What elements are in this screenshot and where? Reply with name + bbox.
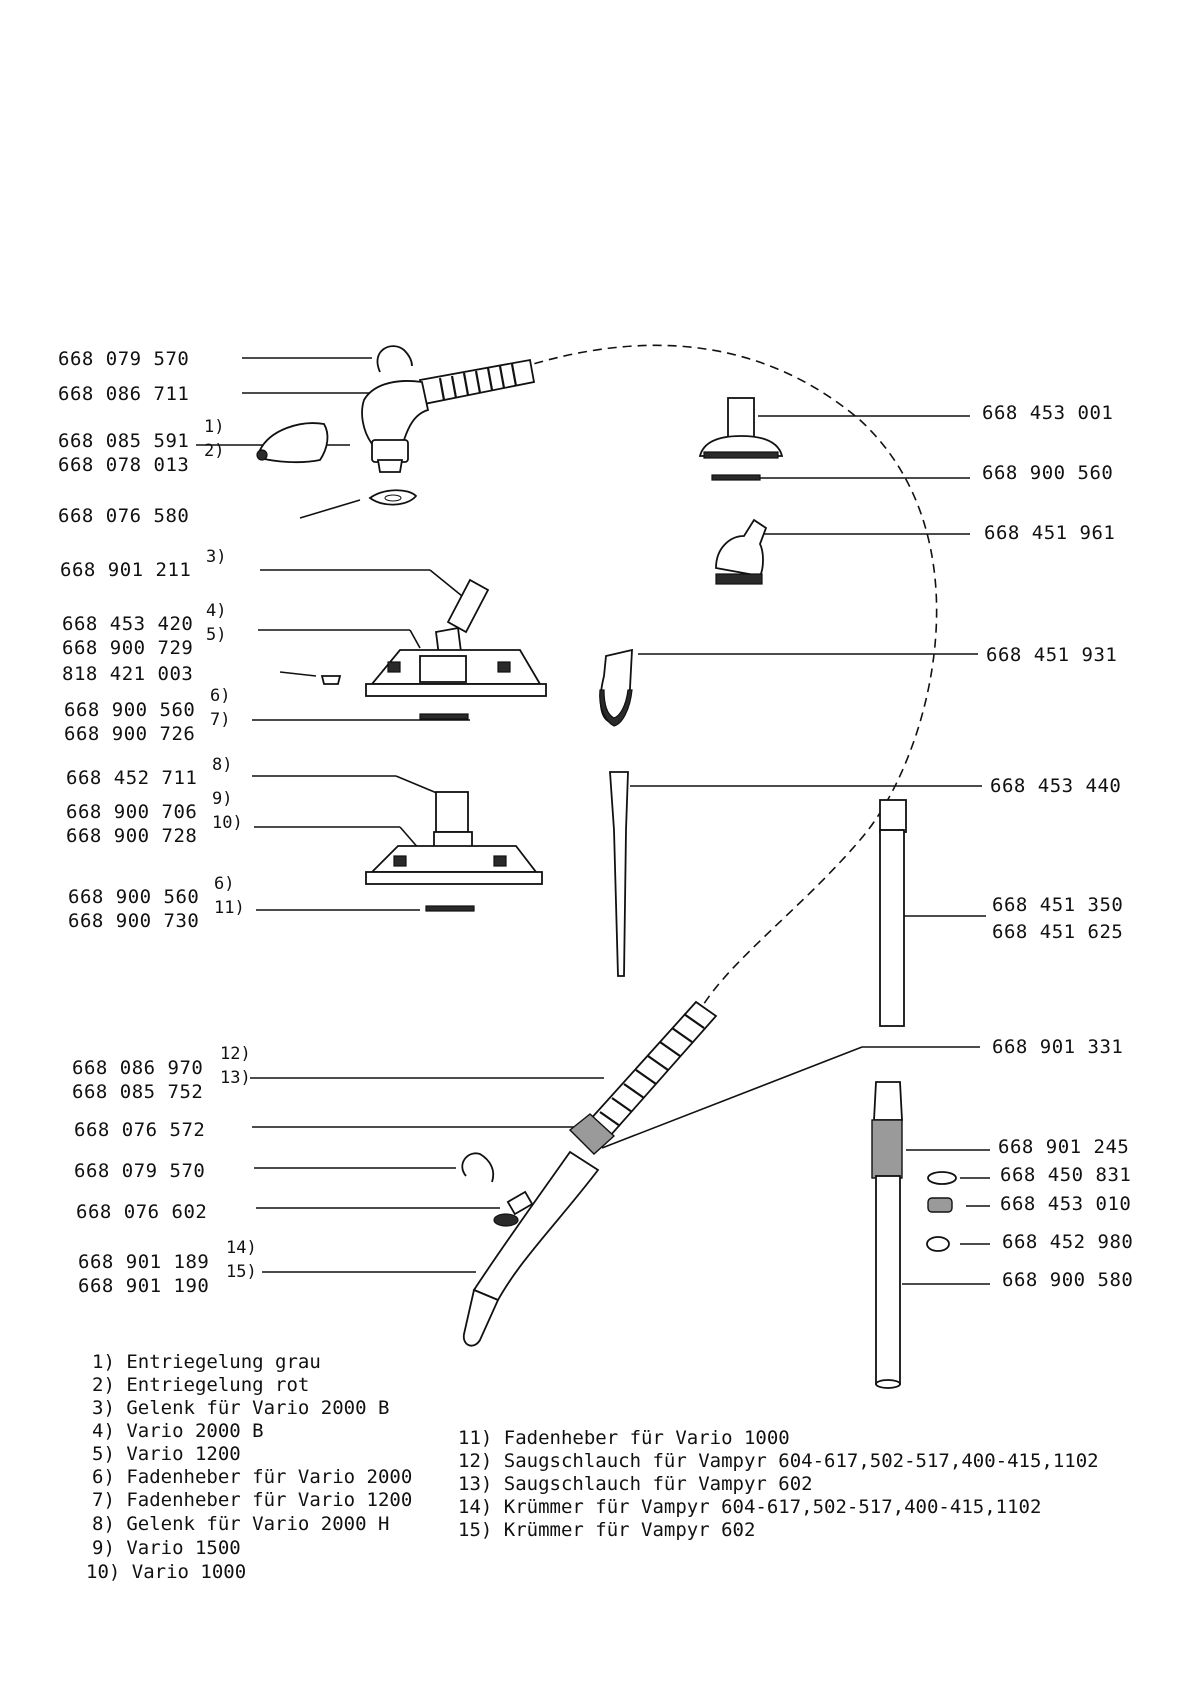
part-number-label: 668 451 931 xyxy=(986,644,1118,666)
part-ref-marker: 6) xyxy=(210,686,231,706)
part-number-label: 668 901 211 xyxy=(60,559,192,581)
part-number-label: 668 085 591 xyxy=(58,430,190,452)
part-number-label: 668 453 010 xyxy=(1000,1193,1132,1215)
part-ref-marker: 2) xyxy=(204,441,225,461)
part-ref-marker: 7) xyxy=(210,710,231,730)
hose-handle-assembly xyxy=(250,1002,980,1346)
legend-entry: 14) Krümmer für Vampyr 604-617,502-517,400-415,1102 xyxy=(458,1496,1042,1518)
part-number-label: 668 900 580 xyxy=(1002,1269,1134,1291)
lock-spring xyxy=(928,1198,952,1212)
part-ref-marker: 15) xyxy=(226,1262,257,1282)
part-number-label: 668 900 560 xyxy=(982,462,1114,484)
part-number-label: 668 086 711 xyxy=(58,383,190,405)
ring-seal xyxy=(928,1172,956,1184)
part-ref-marker: 13) xyxy=(220,1068,251,1088)
part-number-label: 668 451 350 xyxy=(992,894,1124,916)
ribbed-hose-upper xyxy=(420,360,534,404)
right-part-labels xyxy=(982,402,1133,1291)
part-ref-marker: 5) xyxy=(206,625,227,645)
part-number-label: 668 901 189 xyxy=(78,1251,210,1273)
part-number-label: 668 079 570 xyxy=(74,1160,206,1182)
elbow-connector xyxy=(362,381,428,444)
part-number-label: 818 421 003 xyxy=(62,663,194,685)
telescopic-tube xyxy=(872,1082,990,1388)
part-number-label: 668 901 331 xyxy=(992,1036,1124,1058)
hose-clip xyxy=(377,346,412,372)
part-number-label: 668 451 961 xyxy=(984,522,1116,544)
part-ref-marker: 11) xyxy=(214,898,245,918)
part-ref-marker: 1) xyxy=(204,417,225,437)
part-number-label: 668 076 602 xyxy=(76,1201,208,1223)
part-number-label: 668 453 440 xyxy=(990,775,1122,797)
part-number-label: 668 901 245 xyxy=(998,1136,1130,1158)
upholstery-nozzle xyxy=(700,398,970,458)
legend-entry: 10) Vario 1000 xyxy=(86,1561,247,1583)
part-ref-marker: 12) xyxy=(220,1044,251,1064)
part-ref-marker: 8) xyxy=(212,755,233,775)
part-number-label: 668 079 570 xyxy=(58,348,190,370)
legend-entry: 5) Vario 1200 xyxy=(92,1443,241,1465)
legend-entry: 11) Fadenheber für Vario 1000 xyxy=(458,1427,790,1449)
legend-entry: 12) Saugschlauch für Vampyr 604-617,502-517,400-415,1102 xyxy=(458,1450,1099,1472)
crevice-nozzle-short xyxy=(600,650,978,726)
release-button xyxy=(260,423,327,462)
legend-entry: 8) Gelenk für Vario 2000 H xyxy=(92,1513,390,1535)
part-number-label: 668 086 970 xyxy=(72,1057,204,1079)
part-ref-marker: 4) xyxy=(206,601,227,621)
part-number-label: 668 900 728 xyxy=(66,825,198,847)
part-number-label: 668 452 980 xyxy=(1002,1231,1134,1253)
part-number-label: 668 452 711 xyxy=(66,767,198,789)
part-number-label: 668 901 190 xyxy=(78,1275,210,1297)
part-ref-marker: 10) xyxy=(212,813,243,833)
part-number-label: 668 076 572 xyxy=(74,1119,206,1141)
part-number-label: 668 451 625 xyxy=(992,921,1124,943)
legend-entry: 6) Fadenheber für Vario 2000 xyxy=(92,1466,413,1488)
legend-entry: 13) Saugschlauch für Vampyr 602 xyxy=(458,1473,813,1495)
part-number-label: 668 900 730 xyxy=(68,910,200,932)
o-ring xyxy=(927,1237,949,1251)
part-number-label: 668 900 560 xyxy=(64,699,196,721)
part-number-label: 668 900 560 xyxy=(68,886,200,908)
hose-clip-lower xyxy=(462,1153,493,1182)
legend-entry: 9) Vario 1500 xyxy=(92,1537,241,1559)
legend-right xyxy=(458,1427,1099,1541)
strip-560-right xyxy=(712,475,970,480)
part-number-label: 668 900 729 xyxy=(62,637,194,659)
part-number-label: 668 078 013 xyxy=(58,454,190,476)
legend-entry: 4) Vario 2000 B xyxy=(92,1420,264,1442)
part-number-label: 668 085 752 xyxy=(72,1081,204,1103)
part-number-label: 668 900 726 xyxy=(64,723,196,745)
part-number-label: 668 900 706 xyxy=(66,801,198,823)
part-ref-marker: 9) xyxy=(212,789,233,809)
floor-nozzle-vario-2000b xyxy=(252,570,546,720)
left-part-labels xyxy=(58,348,257,1297)
legend-left xyxy=(86,1351,412,1583)
legend-entry: 7) Fadenheber für Vario 1200 xyxy=(92,1489,413,1511)
part-number-label: 668 453 420 xyxy=(62,613,194,635)
crevice-nozzle-long xyxy=(610,772,982,976)
legend-entry: 2) Entriegelung rot xyxy=(92,1374,310,1396)
legend-entry: 1) Entriegelung grau xyxy=(92,1351,321,1373)
hose-connector-assembly xyxy=(196,346,534,518)
legend-entry: 3) Gelenk für Vario 2000 B xyxy=(92,1397,390,1419)
part-number-label: 668 076 580 xyxy=(58,505,190,527)
part-number-label: 668 453 001 xyxy=(982,402,1114,424)
part-ref-marker: 14) xyxy=(226,1238,257,1258)
part-ref-marker: 3) xyxy=(206,547,227,567)
floor-nozzle-vario-1500 xyxy=(252,776,542,911)
legend-entry: 15) Krümmer für Vampyr 602 xyxy=(458,1519,756,1541)
extension-tube xyxy=(880,800,986,1026)
part-ref-marker: 6) xyxy=(214,874,235,894)
part-number-label: 668 450 831 xyxy=(1000,1164,1132,1186)
